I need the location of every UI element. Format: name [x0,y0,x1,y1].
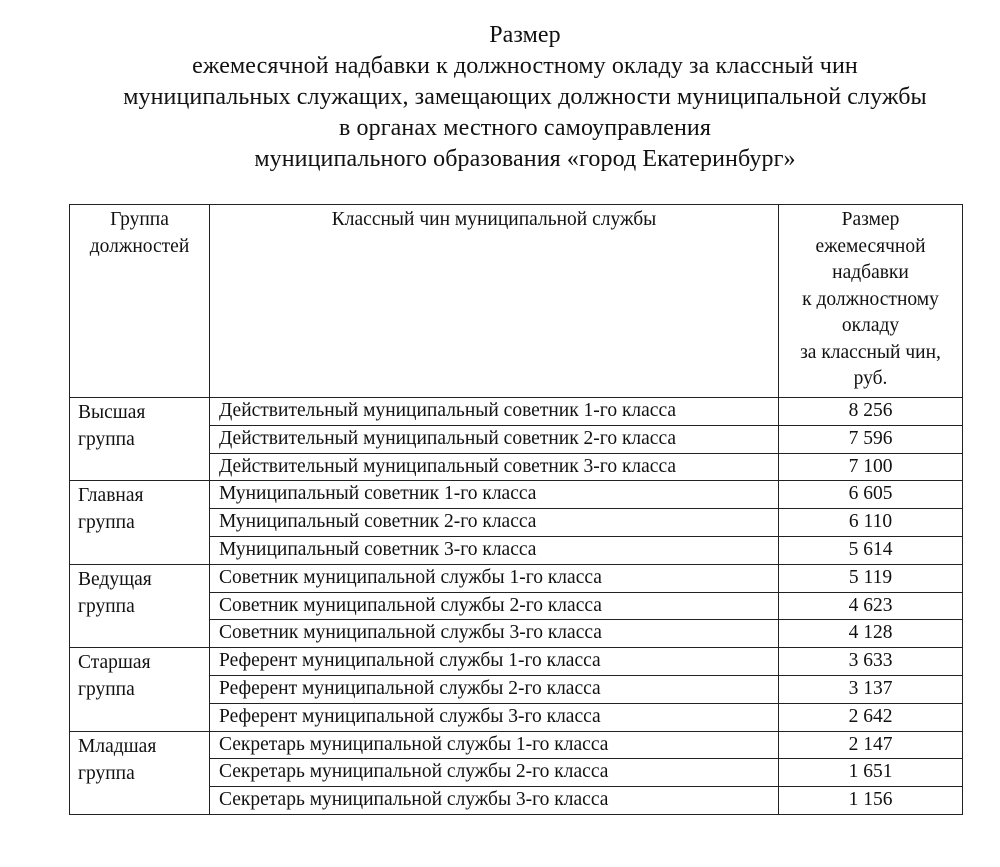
amount-cell: 4 128 [779,620,963,648]
rank-cell: Референт муниципальной службы 1-го класса [210,648,779,676]
header-rank: Классный чин муниципальной службы [210,205,779,398]
rank-cell: Секретарь муниципальной службы 3-го класса [210,787,779,815]
group-name-line: группа [78,595,135,617]
group-cell [70,731,210,814]
allowance-table [69,204,963,815]
rank-cell: Советник муниципальной службы 1-го класса [210,564,779,592]
group-name-line: группа [78,762,135,784]
amount-cell: 2 642 [779,703,963,731]
title-line: муниципальных служащих, замещающих должности муниципальной службы [123,84,927,110]
rank-cell: Муниципальный советник 1-го класса [210,481,779,509]
rank-cell: Секретарь муниципальной службы 2-го класса [210,759,779,787]
table-row [70,564,963,592]
rank-cell: Референт муниципальной службы 2-го класса [210,675,779,703]
group-cell [70,648,210,731]
document-title [40,20,1000,175]
amount-cell: 3 633 [779,648,963,676]
group-name-line: Ведущая [78,568,152,590]
amount-cell: 7 596 [779,425,963,453]
rank-cell: Действительный муниципальный советник 2-го класса [210,425,779,453]
rank-cell: Муниципальный советник 2-го класса [210,509,779,537]
group-name-line: Младшая [78,735,157,757]
title-line: Размер [489,22,561,48]
header-group [70,205,210,398]
rank-cell: Действительный муниципальный советник 1-го класса [210,398,779,426]
amount-cell: 3 137 [779,675,963,703]
rank-cell: Муниципальный советник 3-го класса [210,536,779,564]
table-row [70,731,963,759]
group-name-line: группа [78,679,135,701]
amount-cell: 4 623 [779,592,963,620]
header-amount-line: надбавки [832,262,909,283]
header-amount-line: окладу [841,315,900,336]
title-line: ежемесячной надбавки к должностному окладу за классный чин [192,53,858,79]
amount-cell: 5 614 [779,536,963,564]
header-amount-line: руб. [853,368,888,389]
amount-cell: 8 256 [779,398,963,426]
amount-cell: 6 605 [779,481,963,509]
title-line: в органах местного самоуправления [338,115,712,141]
header-group-line: Группа [110,209,169,230]
table-row [70,648,963,676]
group-name-line: группа [78,512,135,534]
amount-cell: 6 110 [779,509,963,537]
rank-cell: Секретарь муниципальной службы 1-го класса [210,731,779,759]
group-cell [70,564,210,647]
header-group-line: должностей [89,235,190,257]
amount-cell: 2 147 [779,731,963,759]
rank-cell: Действительный муниципальный советник 3-го класса [210,453,779,481]
amount-cell: 5 119 [779,564,963,592]
amount-cell: 7 100 [779,453,963,481]
group-name-line: Главная [78,485,144,507]
table-header-row [70,205,963,398]
group-name-line: Высшая [78,402,146,423]
amount-cell: 1 651 [779,759,963,787]
rank-cell: Референт муниципальной службы 3-го класса [210,703,779,731]
title-line: муниципального образования «город Екатеринбург» [254,146,796,172]
table-row [70,481,963,509]
header-amount-line: к должностному [802,288,939,310]
group-cell [70,481,210,564]
header-amount-line: ежемесячной [815,235,926,257]
group-name-line: Старшая [78,652,151,674]
group-name-line: группа [78,429,135,450]
rank-cell: Советник муниципальной службы 3-го класса [210,620,779,648]
group-cell [70,398,210,481]
rank-cell: Советник муниципальной службы 2-го класса [210,592,779,620]
header-amount [779,205,963,398]
amount-cell: 1 156 [779,787,963,815]
header-amount-line: за классный чин, [800,341,941,363]
header-amount-line: Размер [841,209,900,230]
table-row [70,398,963,426]
